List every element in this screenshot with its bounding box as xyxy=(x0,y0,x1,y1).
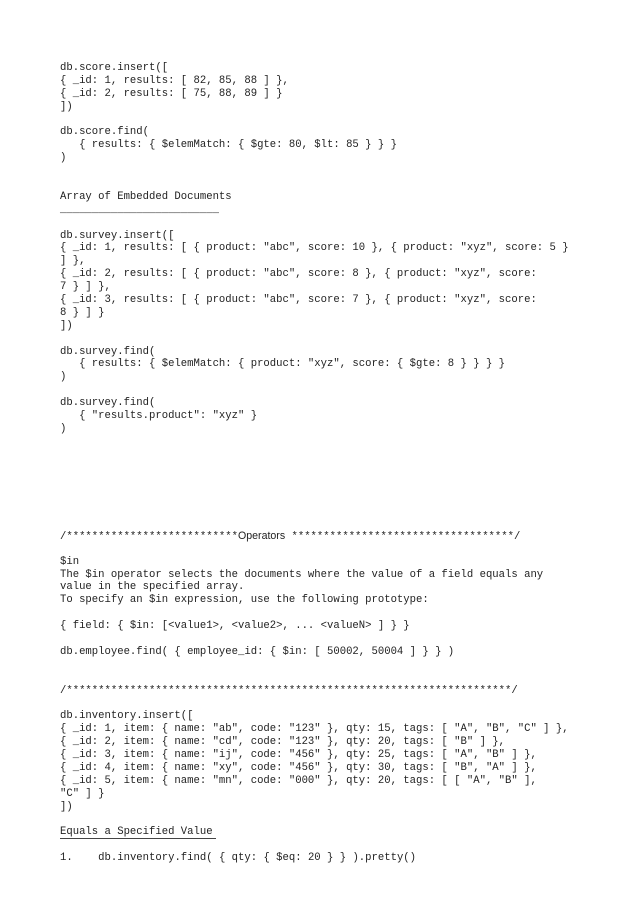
code-line: { "results.product": "xyz" } xyxy=(60,410,258,423)
code-line: { results: { $elemMatch: { $gte: 80, $lt: 85 } } } xyxy=(60,139,397,152)
text-line: The $in operator selects the documents where the value of a field equals any xyxy=(60,568,544,581)
code-line: { _id: 2, item: { name: "cd", code: "123" }, qty: 20, tags: [ "B" ] }, xyxy=(60,736,506,749)
code-line: { _id: 5, item: { name: "mn", code: "000" }, qty: 20, tags: [ [ "A", "B" ], xyxy=(60,774,537,787)
numbered-item xyxy=(60,852,620,865)
code-line: db.score.insert([ xyxy=(60,62,169,74)
banner-left: /*************************** xyxy=(60,530,239,543)
in-prototype: { field: { $in: [<value1>, <value2>, ... <valueN> ] } } xyxy=(60,620,410,633)
banner-word: Operators xyxy=(238,529,286,542)
code-line: { _id: 1, results: [ { product: "abc", score: 10 }, { product: "xyz", score: 5 } xyxy=(60,242,569,255)
inventory-insert-block xyxy=(60,710,620,813)
code-line: db.survey.insert([ xyxy=(60,229,175,242)
code-line: db.inventory.insert([ xyxy=(60,710,194,723)
code-line: { _id: 4, item: { name: "xy", code: "456" }, qty: 30, tags: [ "B", "A" ] }, xyxy=(60,761,537,774)
code-line: ]) xyxy=(60,800,73,813)
survey-find-product-block xyxy=(60,397,620,436)
code-line: db.score.find( xyxy=(60,126,150,139)
code-line: db.survey.find( xyxy=(60,397,156,410)
item-number: 1. xyxy=(60,852,73,865)
section-heading-embedded-documents: Array of Embedded Documents xyxy=(60,190,232,203)
separator-line: /**********************************************************************/ xyxy=(60,684,518,697)
in-example: db.employee.find( { employee_id: { $in: [ 50002, 50004 ] } } ) xyxy=(60,645,455,658)
heading-underline: _________________________ xyxy=(60,203,219,216)
code-line: { _id: 2, results: [ 75, 88, 89 ] } xyxy=(60,87,283,100)
code-line: { _id: 3, item: { name: "ij", code: "456" }, qty: 25, tags: [ "A", "B" ] }, xyxy=(60,748,537,761)
operators-banner xyxy=(60,530,620,543)
document-page xyxy=(60,62,620,865)
code-line: ]) xyxy=(60,100,73,113)
survey-insert-block xyxy=(60,230,620,333)
code-line: ) xyxy=(60,422,67,435)
code-line: db.survey.find( xyxy=(60,345,156,358)
in-operator-section xyxy=(60,556,620,659)
code-line: { _id: 1, item: { name: "ab", code: "123" }, qty: 15, tags: [ "A", "B", "C" ] }, xyxy=(60,723,569,736)
code-line: { _id: 1, results: [ 82, 85, 88 ] }, xyxy=(60,74,289,87)
score-insert-block xyxy=(60,62,620,114)
code-line: ) xyxy=(60,371,67,384)
score-find-block xyxy=(60,126,620,165)
code-line: ]) xyxy=(60,319,73,332)
code-line: { _id: 3, results: [ { product: "abc", score: 7 }, { product: "xyz", score: xyxy=(60,294,537,307)
code-line: ) xyxy=(60,152,67,165)
text-line: $in xyxy=(60,555,80,568)
code-line: 8 } ] } xyxy=(60,306,105,319)
text-line: value in the specified array. xyxy=(60,581,245,594)
code-line: ] }, xyxy=(60,255,86,268)
banner-right: ***********************************/ xyxy=(285,530,521,543)
text-line: To specify an $in expression, use the following prototype: xyxy=(60,594,429,607)
code-line: 7 } ] }, xyxy=(60,281,111,294)
survey-find-elemmatch-block xyxy=(60,346,620,385)
code-line: { results: { $elemMatch: { product: "xyz", score: { $gte: 8 } } } } xyxy=(60,358,506,371)
code-line: { _id: 2, results: [ { product: "abc", score: 8 }, { product: "xyz", score: xyxy=(60,268,537,281)
item-code: db.inventory.find( { qty: { $eq: 20 } } ).pretty() xyxy=(98,852,417,865)
section-heading-equals: Equals a Specified Value xyxy=(60,826,620,839)
code-line: "C" ] } xyxy=(60,787,105,800)
